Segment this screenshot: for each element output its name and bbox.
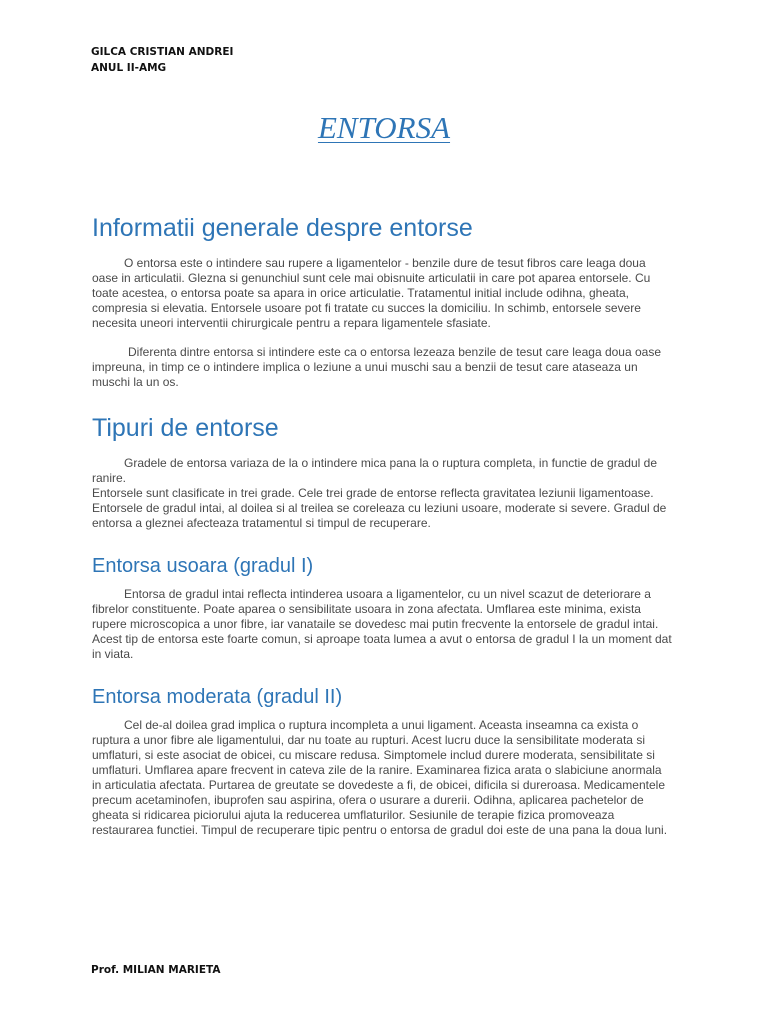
paragraph-types-1: Gradele de entorsa variaza de la o intindere mica pana la o ruptura completa, in functie de gradul de ranire.: [92, 456, 657, 485]
study-year: ANUL II-AMG: [91, 62, 167, 74]
paragraph-types-2: Entorsele sunt clasificate in trei grade. Cele trei grade de entorse reflecta gravitatea leziunii ligamentoase. Entorsele de gradul intai, al doilea si al treilea se coreleaza cu leziuni usoare, moderate si severe. Gradul de entorsa a gleznei afecteaza tratamentul si timpul de recuperare.: [92, 486, 667, 530]
paragraph-mild-1: Entorsa de gradul intai reflecta intinderea usoara a ligamentelor, cu un nivel scazut de deteriorare a fibrelor constituente. Poate aparea o sensibilitate usoara in zona afectata. Umflarea este minima, exista rupere microscopica a unor fibre, iar vanataile se dovedesc mai putin frecvente la entorsele de gradul intai. Acest tip de entorsa este foarte comun, si aproape toata lumea a avut o entorsa de gradul I la un moment dat in viata.: [92, 587, 672, 661]
paragraph-moderate-1: Cel de-al doilea grad implica o ruptura incompleta a unui ligament. Aceasta inseamna ca exista o ruptura a unor fibre ale ligamentului, dar nu toate au rupturi. Acest lucru duce la sensibilitate moderata si umflaturi, si este asociat de obicei, cu miscare redusa. Simptomele includ durere moderata, sensibilitate si umflaturi. Umflarea apare frecvent in cateva zile de la ranire. Examinarea fizica arata o slabiciune anormala in articulatia afectata. Purtarea de greutate se dovedeste a fi, de obicei, dificila si dureroasa. Medicamentele precum acetaminofen, ibuprofen sau aspirina, ofera o usurare a durerii. Odihna, aplicarea pachetelor de gheata si ridicarea piciorului ajuta la reducerea umflaturilor. Sesiunile de terapie fizica promoveaza restaurarea functiei. Timpul de recuperare tipic pentru o entorsa de gradul doi este de una pana la doua luni.: [92, 718, 668, 837]
author-name: GILCA CRISTIAN ANDREI: [91, 46, 234, 58]
heading-sprain-types: Tipuri de entorse: [92, 414, 279, 442]
heading-mild-sprain: Entorsa usoara (gradul I): [92, 555, 314, 577]
document-header: [91, 44, 233, 76]
paragraph-general-2: Diferenta dintre entorsa si intindere este ca o entorsa lezeaza benzile de tesut care leaga doua oase impreuna, in timp ce o intindere implica o leziune a unui muschi sau a benzii de tesut care ataseaza un muschi la un os.: [92, 345, 662, 389]
document-title: ENTORSA: [317, 110, 451, 145]
paragraph-general-1: O entorsa este o intindere sau rupere a ligamentelor - benzile dure de tesut fibros care leaga doua oase in articulatii. Glezna si genunchiul sunt cele mai obisnuite articulatii in care pot aparea entorsele. Cu toate acestea, o entorsa poate sa apara in orice articulatie. Tratamentul initial include odihna, gheata, compresia si elevatia. Entorsele usoare pot fi tratate cu succes la domiciliu. In schimb, entorsele severe necesita uneori interventii chirurgicale pentru a repara ligamentele sfasiate.: [92, 256, 651, 330]
document-footer: Prof. MILIAN MARIETA: [91, 964, 221, 976]
heading-general-info: Informatii generale despre entorse: [92, 214, 473, 242]
document-body: [92, 212, 672, 838]
heading-moderate-sprain: Entorsa moderata (gradul II): [92, 686, 343, 708]
